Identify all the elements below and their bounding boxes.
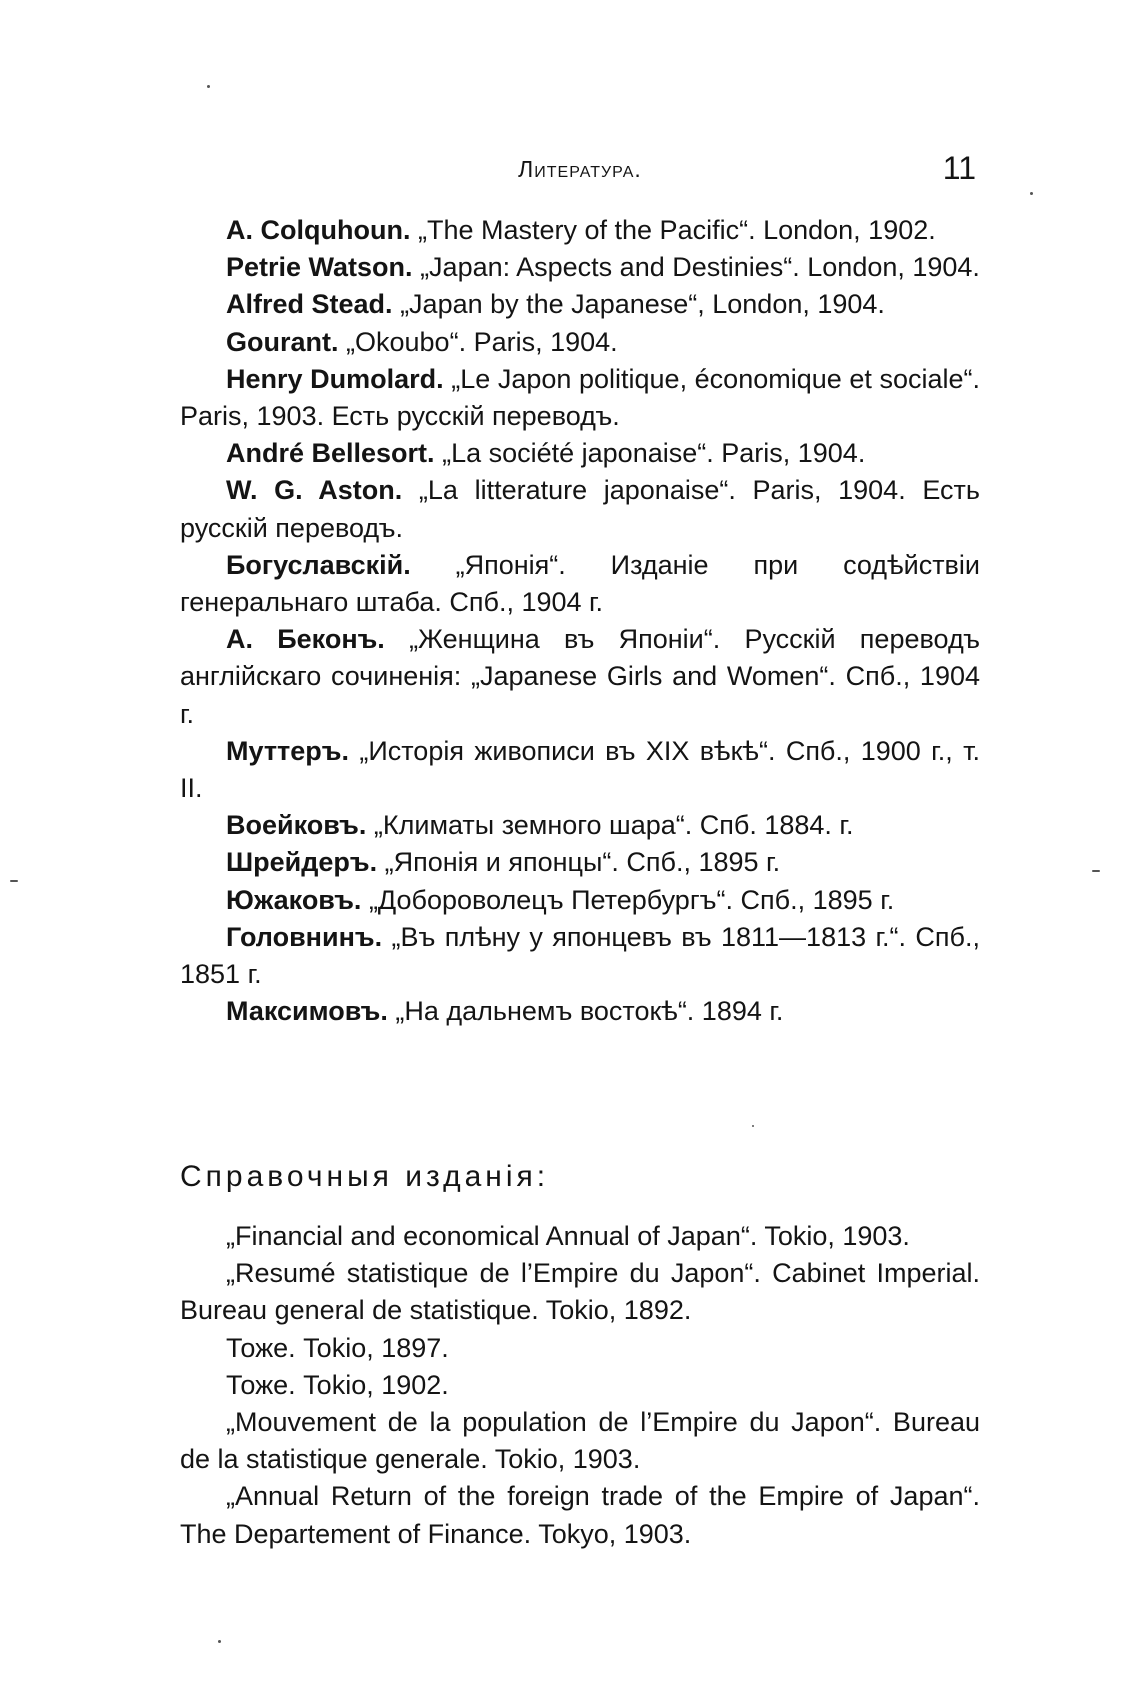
entry-text: „The Mastery of the Pacific“. London, 1902.: [417, 215, 936, 245]
bibliography-entry: [180, 472, 980, 546]
reference-entry: „Annual Return of the foreign trade of the Empire of Japan“. The Departement of Finance. Tokyo, 1903.: [180, 1481, 980, 1549]
entry-author: Henry Dumolard.: [226, 363, 444, 394]
entry-author: A. Colquhoun.: [226, 215, 411, 245]
bibliography-entry: [180, 844, 980, 881]
section-heading: Справочныя изданія:: [180, 1160, 550, 1193]
bibliography-entry: [180, 919, 980, 993]
bibliography-entry: [180, 435, 980, 472]
bibliography-entry: [180, 993, 980, 1030]
bibliography-entry: [180, 361, 980, 435]
entry-text: „Le Japon politique, économique et sociale“. Paris, 1903. Есть русскій переводъ.: [180, 363, 980, 432]
entry-author: Муттеръ.: [226, 735, 349, 766]
reference-entry: Тоже. Tokio, 1897.: [226, 1332, 449, 1363]
entry-author: W. G. Aston.: [226, 475, 403, 506]
entry-text: „На дальнемъ востокѣ“. 1894 г.: [395, 996, 784, 1027]
entry-author: Gourant.: [226, 326, 339, 357]
entry-author: Шрейдеръ.: [226, 847, 378, 878]
entry-author: Максимовъ.: [226, 996, 388, 1027]
bibliography-entry: [180, 212, 980, 249]
entry-text: „Okoubo“. Paris, 1904.: [346, 326, 618, 357]
entry-text: „Японія и японцы“. Спб., 1895 г.: [384, 847, 781, 878]
reference-entry: „Resumé statistique de l’Empire du Japon“. Cabinet Imperial. Bureau general de statistique. Tokio, 1892.: [180, 1258, 980, 1326]
bibliography-entry: [180, 286, 980, 323]
entry-text: „La litterature japonaise“. Paris, 1904. Есть русскій переводъ.: [180, 475, 980, 543]
scan-speck: [1030, 192, 1033, 195]
entry-author: Южаковъ.: [226, 884, 362, 915]
entry-text: „Исторія живописи въ XIX вѣкѣ“. Спб., 1900 г., т. II.: [180, 735, 980, 804]
reference-entry: „Mouvement de la population de l’Empire du Japon“. Bureau de la statistique generale. Tokio, 1903.: [180, 1407, 980, 1475]
bibliography-entry: [180, 882, 980, 919]
page-number: 11: [942, 150, 976, 186]
running-header: [180, 150, 980, 190]
entry-author: Petrie Watson.: [226, 252, 413, 283]
entry-author: Воейковъ.: [226, 810, 367, 841]
bibliography-entry: [180, 324, 980, 361]
bibliography-list: [180, 212, 980, 1030]
reference-list: [180, 1218, 980, 1553]
bibliography-entry: [180, 249, 980, 286]
scan-speck: [752, 1125, 754, 1127]
entry-author: André Bellesort.: [226, 438, 435, 469]
reference-entry: „Financial and economical Annual of Japan“. Tokio, 1903.: [226, 1221, 910, 1251]
scan-speck: [10, 880, 18, 882]
entry-author: Головнинъ.: [226, 921, 383, 952]
entry-author: Богуславскій.: [226, 549, 411, 580]
bibliography-entry: [180, 547, 980, 621]
bibliography-entry: [180, 807, 980, 844]
entry-author: Alfred Stead.: [226, 289, 393, 320]
entry-text: „La société japonaise“. Paris, 1904.: [442, 438, 866, 469]
entry-text: „Japan: Aspects and Destinies“. London, 1904.: [420, 252, 980, 283]
bibliography-entry: [180, 621, 980, 733]
entry-author: А. Беконъ.: [226, 624, 385, 655]
entry-text: „Japan by the Japanese“, London, 1904.: [400, 289, 885, 320]
entry-text: „Добороволецъ Петербургъ“. Спб., 1895 г.: [368, 884, 895, 915]
entry-text: „Японія“. Изданіе при содѣйствіи генеральнаго штаба. Спб., 1904 г.: [180, 549, 980, 618]
entry-text: „Въ плѣну у японцевъ въ 1811—1813 г.“. Спб., 1851 г.: [180, 921, 980, 990]
header-title: Литература.: [518, 156, 642, 182]
reference-entry: Тоже. Tokio, 1902.: [226, 1369, 449, 1400]
entry-text: „Женщина въ Японіи“. Русскій переводъ англійскаго сочиненія: „Japanese Girls and Women“. Спб., 1904 г.: [180, 624, 980, 729]
scan-speck: [207, 85, 210, 88]
scan-speck: [1092, 870, 1100, 872]
bibliography-entry: [180, 733, 980, 807]
scan-speck: [218, 1640, 221, 1643]
entry-text: „Климаты земного шара“. Спб. 1884. г.: [373, 810, 854, 841]
